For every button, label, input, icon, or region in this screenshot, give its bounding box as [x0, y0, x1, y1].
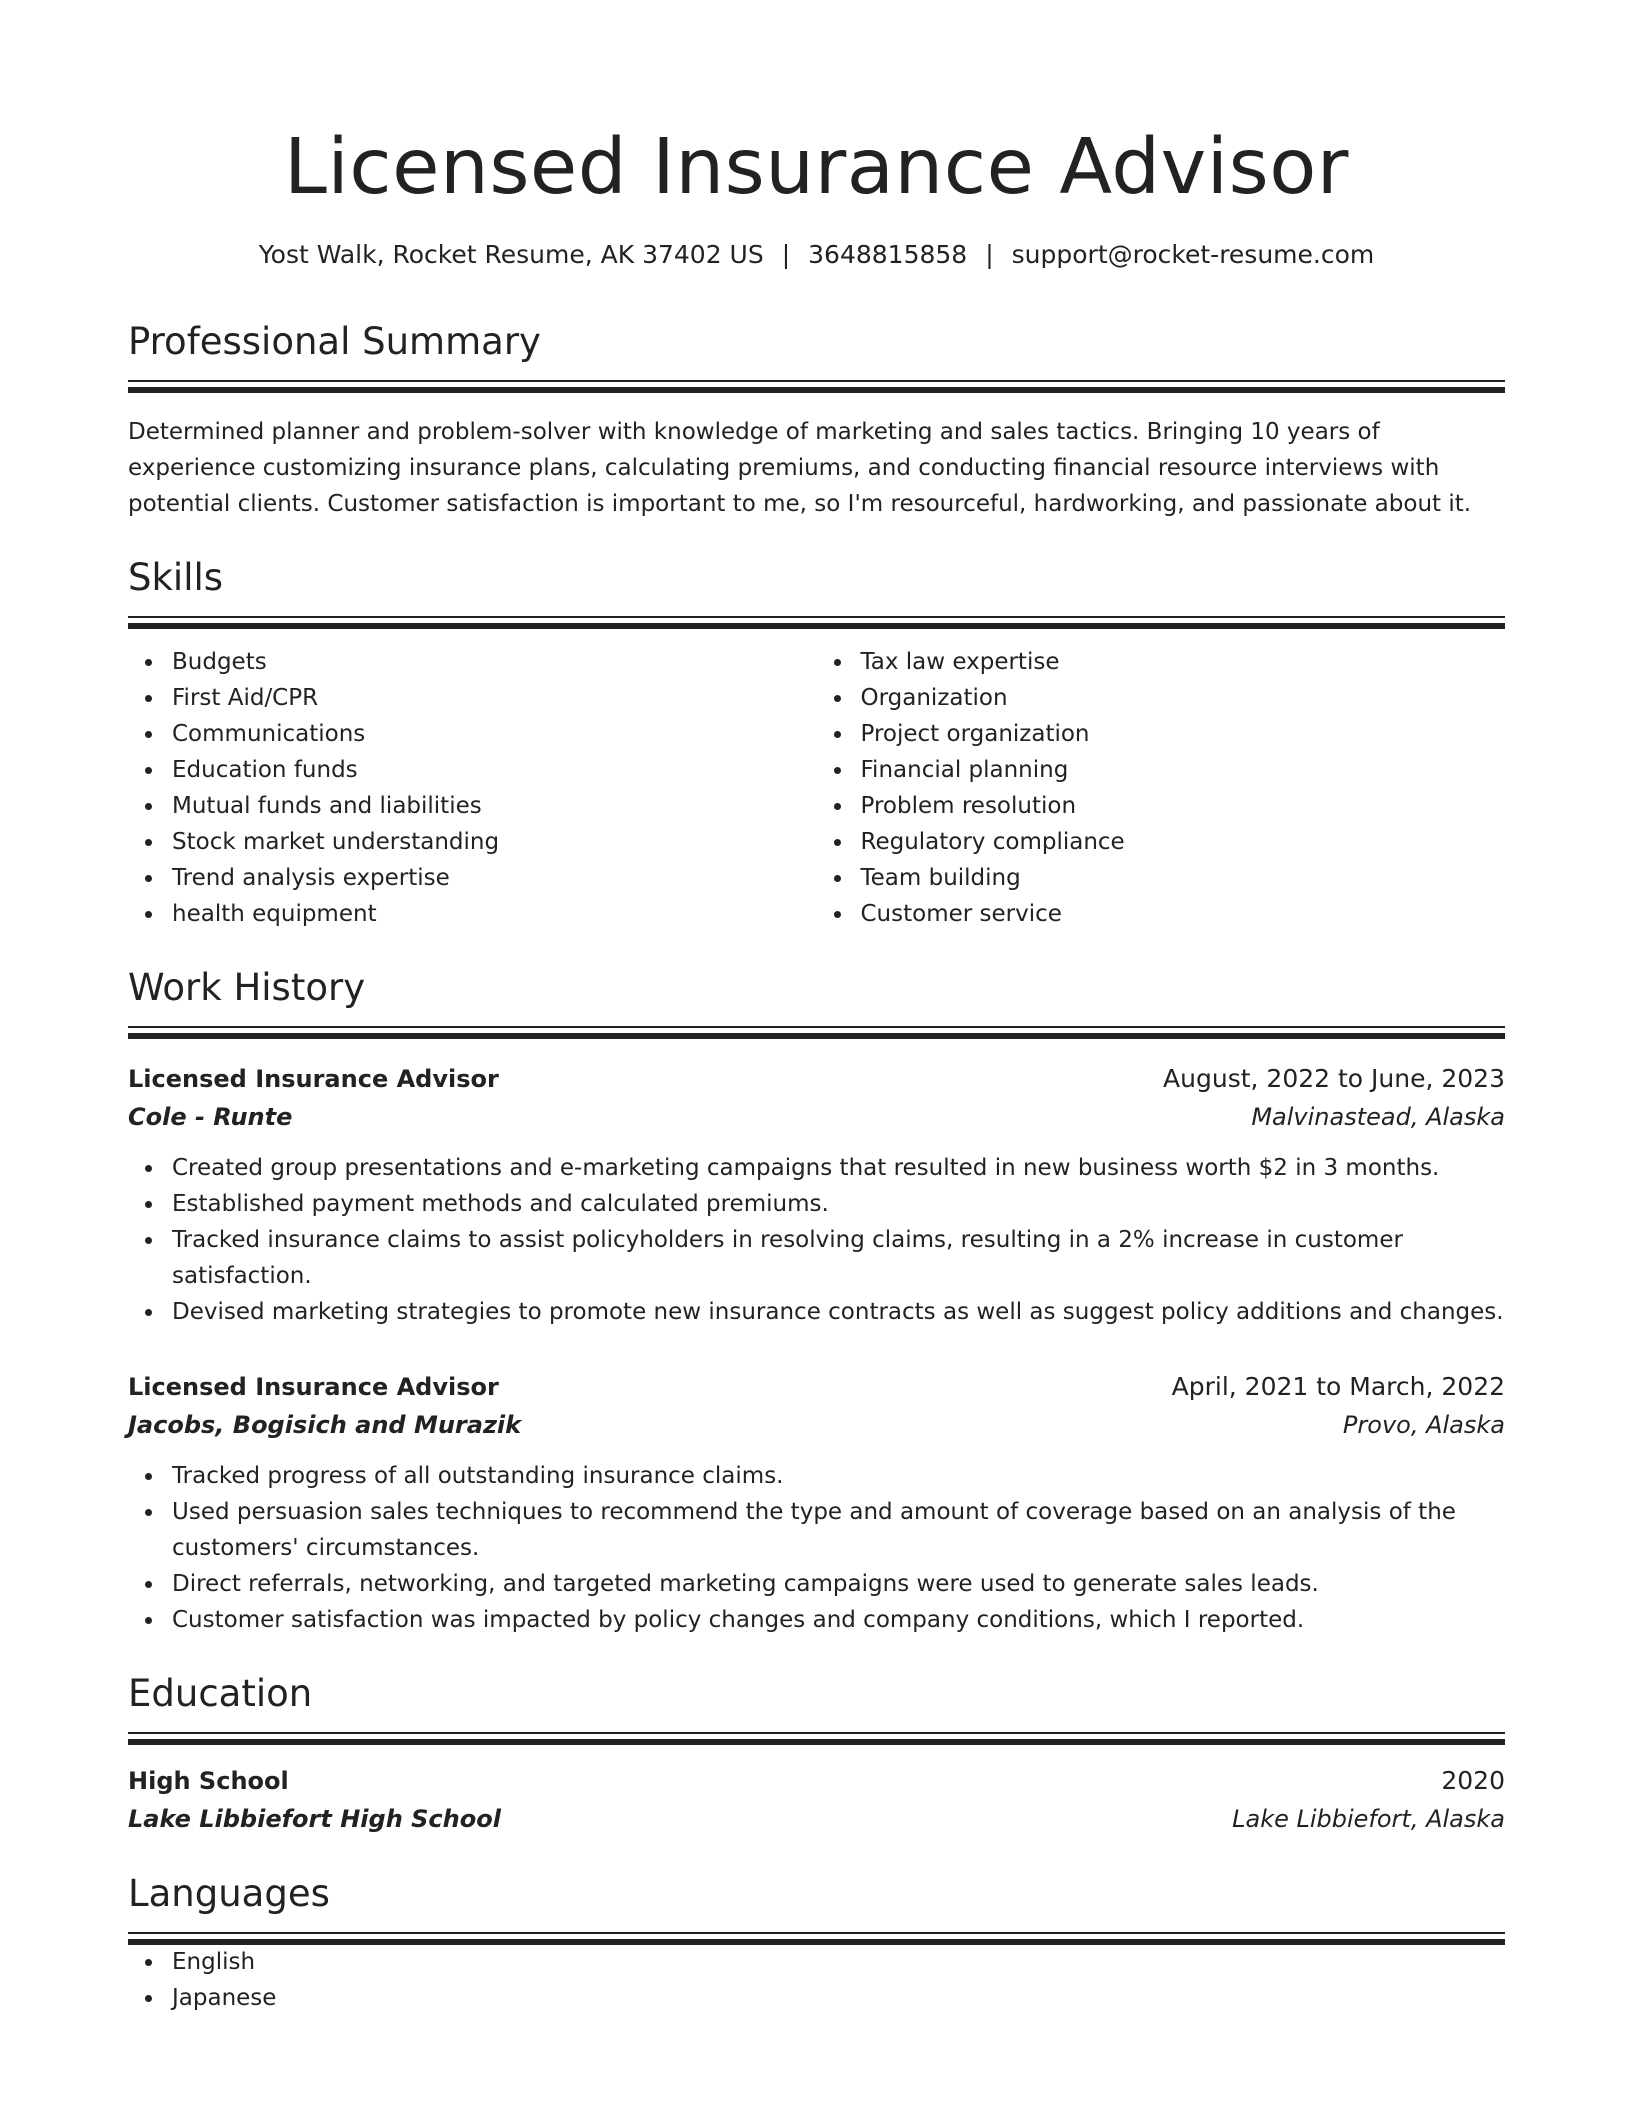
address: Yost Walk, Rocket Resume, AK 37402 US [258, 240, 764, 269]
skills-list [128, 644, 817, 932]
education-year: 2020 [1441, 1766, 1505, 1795]
section-divider [128, 380, 1505, 392]
skill-item: Tax law expertise [861, 644, 1506, 680]
summary-section [128, 318, 1505, 522]
section-heading-summary: Professional Summary [128, 320, 541, 363]
skill-item: Communications [172, 716, 817, 752]
skills-columns [128, 644, 1505, 932]
job-bullet: Tracked insurance claims to assist policyholders in resolving claims, resulting in a 2% increase in customer satisfaction. [172, 1222, 1505, 1294]
skill-item: Education funds [172, 752, 817, 788]
resume-name: Licensed Insurance Advisor [284, 123, 1349, 212]
skill-item: health equipment [172, 896, 817, 932]
education-header [128, 1762, 1505, 1800]
skill-item: Customer service [861, 896, 1506, 932]
education-location: Lake Libbiefort, Alaska [1232, 1805, 1505, 1833]
job-subheader [128, 1406, 1505, 1444]
job-subheader [128, 1098, 1505, 1136]
education-school: Lake Libbiefort High School [128, 1805, 501, 1833]
section-heading-languages: Languages [128, 1872, 330, 1915]
education-subheader [128, 1800, 1505, 1838]
skill-item: Organization [861, 680, 1506, 716]
skills-column-left [128, 644, 817, 932]
summary-text: Determined planner and problem-solver with knowledge of marketing and sales tactics. Bringing 10 years of experience customizing insurance plans, calculating premiums, and conducting financial resource interviews with potential clients. Customer satisfaction is important to me, so I'm resourceful, hardworking, and passionate about it. [128, 419, 1472, 517]
separator: | [781, 240, 791, 269]
education-entry [128, 1762, 1505, 1838]
skills-list [817, 644, 1506, 932]
work-history-section [128, 964, 1505, 1638]
skill-item: Problem resolution [861, 788, 1506, 824]
job-bullet: Used persuasion sales techniques to recommend the type and amount of coverage based on an analysis of the customers' circumstances. [172, 1494, 1505, 1566]
job-title: Licensed Insurance Advisor [128, 1065, 499, 1093]
job-entry [128, 1060, 1505, 1330]
skill-item: Mutual funds and liabilities [172, 788, 817, 824]
skill-item: Stock market understanding [172, 824, 817, 860]
skill-item: Project organization [861, 716, 1506, 752]
section-heading-work-history: Work History [128, 966, 366, 1009]
job-employer: Cole - Runte [128, 1103, 293, 1131]
language-item: English [172, 1944, 1505, 1980]
job-entry [128, 1368, 1505, 1638]
job-dates: August, 2022 to June, 2023 [1163, 1064, 1505, 1093]
education-section [128, 1670, 1505, 1838]
section-divider [128, 616, 1505, 628]
contact-line [128, 238, 1505, 272]
section-heading-education: Education [128, 1672, 313, 1715]
job-bullets [128, 1458, 1505, 1638]
job-bullet: Established payment methods and calculated premiums. [172, 1186, 1505, 1222]
job-bullets [128, 1150, 1505, 1330]
separator: | [985, 240, 994, 269]
skill-item: Budgets [172, 644, 817, 680]
job-employer: Jacobs, Bogisich and Murazik [128, 1411, 522, 1439]
language-item: Japanese [172, 1980, 1505, 2016]
job-location: Malvinastead, Alaska [1251, 1103, 1505, 1131]
languages-list [128, 1944, 1505, 2016]
skills-section [128, 554, 1505, 932]
skill-item: Financial planning [861, 752, 1506, 788]
job-header [128, 1060, 1505, 1098]
section-heading-skills: Skills [128, 556, 224, 599]
skills-column-right [817, 644, 1506, 932]
job-dates: April, 2021 to March, 2022 [1171, 1372, 1505, 1401]
job-header [128, 1368, 1505, 1406]
email: support@rocket-resume.com [1011, 240, 1375, 269]
section-divider [128, 1026, 1505, 1038]
phone: 3648815858 [808, 240, 968, 269]
job-bullet: Direct referrals, networking, and targeted marketing campaigns were used to generate sales leads. [172, 1566, 1505, 1602]
job-bullet: Customer satisfaction was impacted by policy changes and company conditions, which I reported. [172, 1602, 1505, 1638]
languages-section [128, 1870, 1505, 2016]
section-divider [128, 1732, 1505, 1744]
skill-item: Team building [861, 860, 1506, 896]
section-divider [128, 1932, 1505, 1944]
job-bullet: Tracked progress of all outstanding insurance claims. [172, 1458, 1505, 1494]
job-bullet: Devised marketing strategies to promote new insurance contracts as well as suggest policy additions and changes. [172, 1294, 1505, 1330]
job-bullet: Created group presentations and e-marketing campaigns that resulted in new business worth $2 in 3 months. [172, 1150, 1505, 1186]
education-degree: High School [128, 1767, 289, 1795]
skill-item: First Aid/CPR [172, 680, 817, 716]
job-location: Provo, Alaska [1342, 1411, 1505, 1439]
skill-item: Regulatory compliance [861, 824, 1506, 860]
skill-item: Trend analysis expertise [172, 860, 817, 896]
job-title: Licensed Insurance Advisor [128, 1373, 499, 1401]
